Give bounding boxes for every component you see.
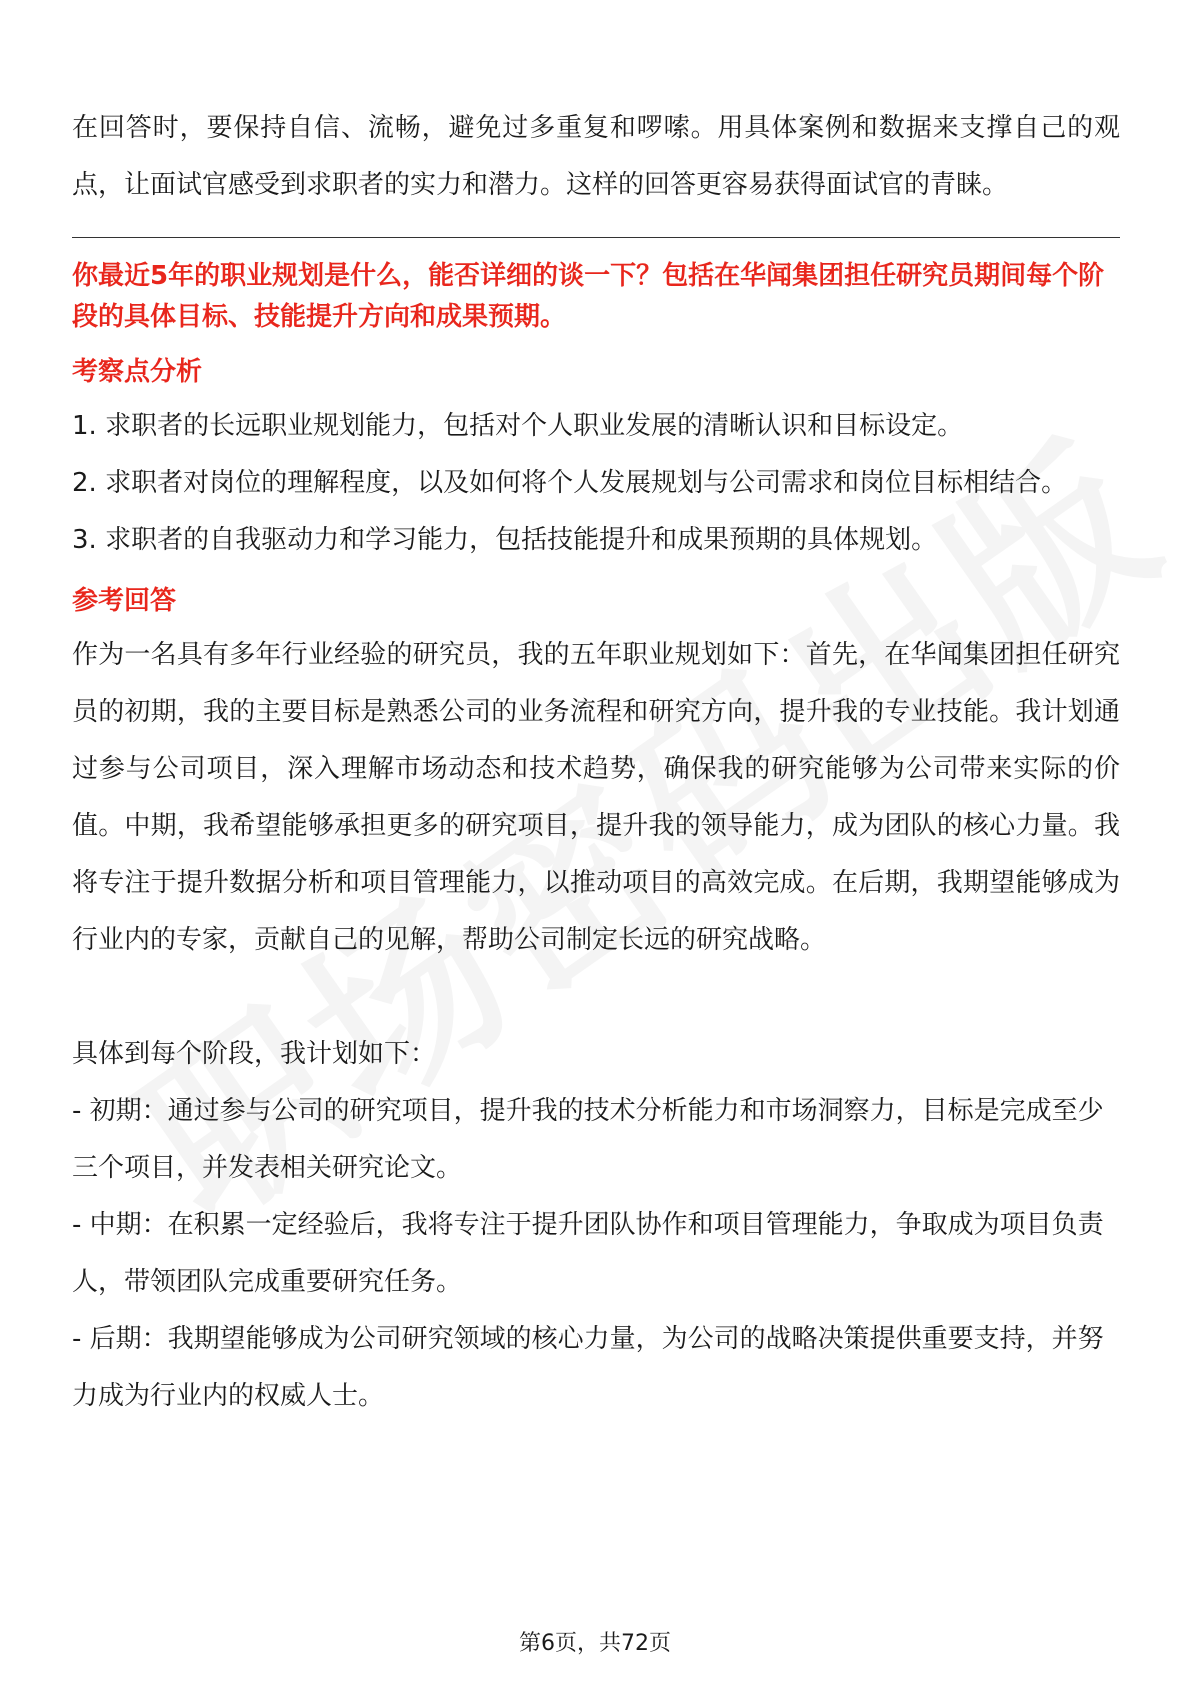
stages-intro: 具体到每个阶段，我计划如下：	[72, 1039, 437, 1069]
page-content	[72, 100, 1120, 1425]
intro-paragraph: 在回答时，要保持自信、流畅，避免过多重复和啰嗦。用具体案例和数据来支撑自己的观点，让面试官感受到求职者的实力和潜力。这样的回答更容易获得面试官的青睐。	[72, 113, 1120, 200]
page-number: 第6页，共72页	[519, 1631, 671, 1656]
section-divider	[72, 237, 1120, 238]
analysis-list	[72, 398, 1120, 569]
answer-title: 参考回答	[72, 586, 177, 616]
analysis-title: 考察点分析	[72, 357, 203, 387]
question-heading: 你最近5年的职业规划是什么，能否详细的谈一下？包括在华闻集团担任研究员期间每个阶段的具体目标、技能提升方向和成果预期。	[72, 261, 1105, 332]
stage-item-early: - 初期：通过参与公司的研究项目，提升我的技术分析能力和市场洞察力，目标是完成至少三个项目，并发表相关研究论文。	[72, 1096, 1104, 1183]
analysis-item: 1. 求职者的长远职业规划能力，包括对个人职业发展的清晰认识和目标设定。	[72, 411, 964, 441]
analysis-item: 2. 求职者对岗位的理解程度，以及如何将个人发展规划与公司需求和岗位目标相结合。	[72, 468, 1068, 498]
stages-list	[72, 1083, 1120, 1425]
stage-item-late: - 后期：我期望能够成为公司研究领域的核心力量，为公司的战略决策提供重要支持，并努力成为行业内的权威人士。	[72, 1324, 1104, 1411]
analysis-item: 3. 求职者的自我驱动力和学习能力，包括技能提升和成果预期的具体规划。	[72, 525, 938, 555]
answer-paragraph: 作为一名具有多年行业经验的研究员，我的五年职业规划如下：首先，在华闻集团担任研究员的初期，我的主要目标是熟悉公司的业务流程和研究方向，提升我的专业技能。我计划通过参与公司项目，深入理解市场动态和技术趋势，确保我的研究能够为公司带来实际的价值。中期，我希望能够承担更多的研究项目，提升我的领导能力，成为团队的核心力量。我将专注于提升数据分析和项目管理能力，以推动项目的高效完成。在后期，我期望能够成为行业内的专家，贡献自己的见解，帮助公司制定长远的研究战略。	[72, 640, 1120, 955]
blank-line	[72, 969, 1120, 1026]
stage-item-middle: - 中期：在积累一定经验后，我将专注于提升团队协作和项目管理能力，争取成为项目负责人，带领团队完成重要研究任务。	[72, 1210, 1104, 1297]
